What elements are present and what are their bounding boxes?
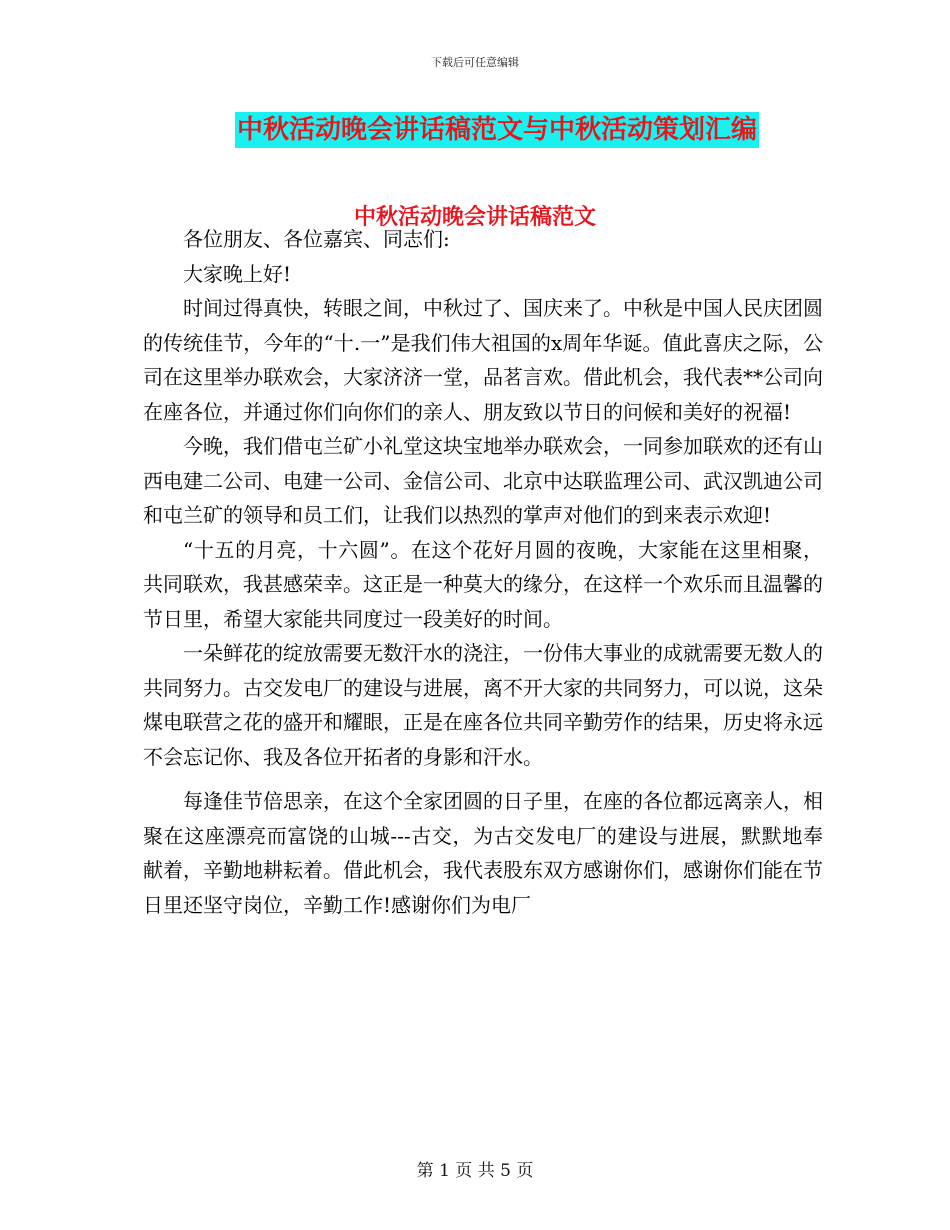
paragraph-flower: 一朵鲜花的绽放需要无数汗水的浇注，一份伟大事业的成就需要无数人的共同努力。古交发电厂的建设与进展，离不开大家的共同努力，可以说，这朵煤电联营之花的盛开和耀眼，正是在座各位共同辛勤劳作的结果，历史将永远不会忘记你、我及各位开拓者的身影和汗水。 <box>143 641 823 769</box>
paragraph-miss-family: 每逢佳节倍思亲，在这个全家团圆的日子里，在座的各位都远离亲人，相聚在这座漂亮而富饶的山城---古交，为古交发电厂的建设与进展，默默地奉献着，辛勤地耕耘着。借此机会，我代表股东双方感谢你们，感谢你们能在节日里还坚守岗位，辛勤工作!感谢你们为电厂 <box>143 789 823 917</box>
main-title: 中秋活动晚会讲话稿范文与中秋活动策划汇编 <box>235 112 759 148</box>
paragraph-moon: “十五的月亮，十六圆”。在这个花好月圆的夜晚，大家能在这里相聚，共同联欢，我甚感荣幸。这正是一种莫大的缘分，在这样一个欢乐而且温馨的节日里，希望大家能共同度过一段美好的时间。 <box>143 537 823 631</box>
page-footer-number: 第 1 页 共 5 页 <box>416 1161 534 1181</box>
section-title: 中秋活动晚会讲话稿范文 <box>353 205 596 230</box>
paragraph-greeting: 各位朋友、各位嘉宾、同志们: <box>183 227 450 251</box>
document-body <box>143 222 823 922</box>
paragraph-time-flies: 时间过得真快，转眼之间，中秋过了、国庆来了。中秋是中国人民庆团圆的传统佳节，今年的“十.一”是我们伟大祖国的x周年华诞。值此喜庆之际，公司在这里举办联欢会，大家济济一堂，品茗言欢。借此机会，我代表**公司向在座各位，并通过你们向你们的亲人、朋友致以节日的问候和美好的祝福! <box>143 296 823 424</box>
paragraph-good-evening: 大家晚上好! <box>183 261 292 286</box>
main-title-container <box>0 112 950 148</box>
paragraph-welcome-guests: 今晚，我们借屯兰矿小礼堂这块宝地举办联欢会，一同参加联欢的还有山西电建二公司、电建一公司、金信公司、北京中达联监理公司、武汉凯迪公司和屯兰矿的领导和员工们，让我们以热烈的掌声对他们的到来表示欢迎! <box>143 434 823 527</box>
page-header-note: 下载后可任意编辑 <box>431 56 519 69</box>
